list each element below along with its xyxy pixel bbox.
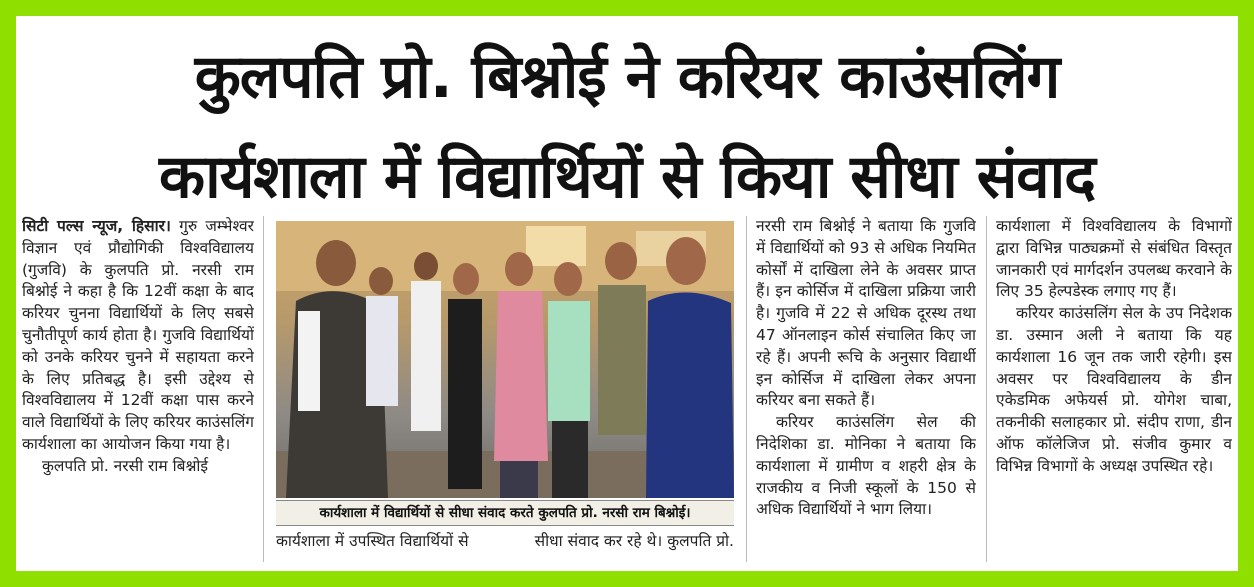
column-2-text-b: सीधा संवाद कर रहे थे। कुलपति प्रो. (534, 532, 734, 550)
photo-illustration (276, 221, 734, 498)
news-photo (276, 221, 734, 498)
column-divider (986, 216, 987, 562)
column-1-paragraph-2: कुलपति प्रो. नरसी राम बिश्नोई (42, 456, 209, 475)
photo-caption: कार्यशाला में विद्यार्थियों से सीधा संवाद करते कुलपति प्रो. नरसी राम बिश्नोई। (276, 500, 734, 526)
column-divider (263, 216, 264, 562)
dateline: सिटी पल्स न्यूज, हिसार। (22, 217, 171, 235)
column-divider (746, 216, 747, 562)
headline-line-1: कुलपति प्रो. बिश्नोई ने करियर काउंसलिंग (194, 42, 1060, 112)
column-3-paragraph-1: नरसी राम बिश्नोई ने बताया कि गुजवि में विद्यार्थियों को 93 से अधिक नियमित कोर्सों में दाखिला लेने के अवसर प्राप्त हैं। इन कोर्सिज में दाखिला प्रक्रिया जारी है। गुजवि में 22 से अधिक दूरस्थ तथा 47 ऑनलाइन कोर्स संचालित किए जा रहे हैं। अपनी रूचि के अनुसार विद्यार्थी इन कोर्सिज में दाखिला लेकर अपना करियर बना सकते हैं। (756, 217, 976, 410)
column-2-text-a: कार्यशाला में उपस्थित विद्यार्थियों से (276, 532, 469, 550)
column-1-paragraph-1: गुरु जम्भेश्वर विज्ञान एवं प्रौद्योगिकी विश्वविद्यालय (गुजवि) के कुलपति प्रो. नरसी राम बिश्नोई ने कहा है कि 12वीं कक्षा के बाद करियर चुनना विद्यार्थियों के लिए सबसे चुनौतीपूर्ण कार्य होता है। गुजवि विद्यार्थियों को उनके करियर चुनने में सहायता करने के लिए प्रतिबद्ध है। इसी उद्देश्य से विश्वविद्यालय में 12वीं कक्षा पास करने वाले विद्यार्थियों के लिए करियर काउंसलिंग कार्यशाला का आयोजन किया गया है। (22, 217, 254, 453)
column-3-paragraph-2: करियर काउंसलिंग सेल की निदेशिका डा. मोनिका ने बताया कि कार्यशाला में ग्रामीण व शहरी क्षेत्र के राजकीय व निजी स्कूलों के 150 से अधिक विद्यार्थियों ने भाग लिया। (756, 413, 976, 519)
column-2-continued (276, 530, 734, 552)
headline-line-2: कार्यशाला में विद्यार्थियों से किया सीधा संवाद (158, 142, 1096, 212)
article-column-3 (756, 216, 976, 566)
newspaper-clipping (16, 16, 1238, 571)
column-4-paragraph-2: करियर काउंसलिंग सेल के उप निदेशक डा. उस्मान अली ने बताया कि यह कार्यशाला 16 जून तक जारी रहेगी। इस अवसर पर विश्वविद्यालय के डीन एकेडमिक अफेयर्स प्रो. योगेश चाबा, तकनीकी सलाहकार प्रो. संदीप राणा, डीन ऑफ कॉलेजिज प्रो. संजीव कुमार व विभिन्न विभागों के अध्यक्ष उपस्थित रहे। (996, 304, 1232, 475)
column-4-paragraph-1: कार्यशाला में विश्वविद्यालय के विभागों द्वारा विभिन्न पाठ्यक्रमों से संबंधित विस्तृत जानकारी एवं मार्गदर्शन उपलब्ध करवाने के लिए 35 हेल्पडेस्क लगाए गए हैं। (996, 217, 1232, 301)
article-column-1 (22, 216, 254, 566)
article-column-4 (996, 216, 1232, 566)
